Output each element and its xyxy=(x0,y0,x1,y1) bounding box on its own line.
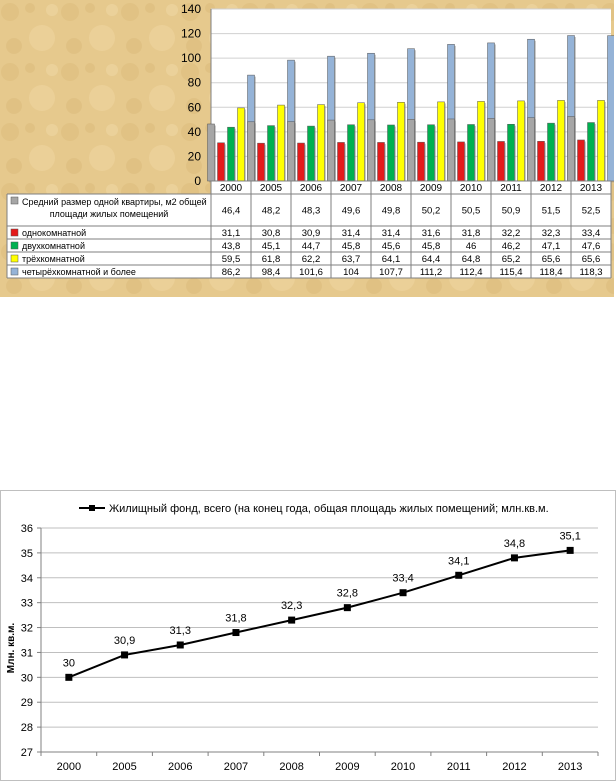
data-point xyxy=(455,572,462,579)
y-tick-label: 33 xyxy=(20,597,33,610)
data-label: 31,3 xyxy=(169,624,191,637)
x-tick-label: 2008 xyxy=(279,761,304,773)
data-label: 104 xyxy=(343,267,359,278)
data-label: 48,2 xyxy=(261,205,281,217)
bar xyxy=(568,117,575,182)
data-label: 107,7 xyxy=(379,267,403,278)
data-label: 31,4 xyxy=(341,228,361,239)
y-tick-label: 100 xyxy=(180,51,201,66)
data-label: 31,8 xyxy=(461,228,481,239)
bar xyxy=(558,100,565,181)
data-label: 49,8 xyxy=(381,205,401,217)
series-label: Средний размер одной квартиры, м2 общей площади жилых помещений xyxy=(22,197,207,219)
x-tick-label: 2010 xyxy=(459,183,483,194)
data-label: 64,1 xyxy=(381,254,401,265)
y-tick-label: 60 xyxy=(187,100,201,115)
bar xyxy=(598,100,605,181)
bar xyxy=(448,119,455,181)
data-label: 45,8 xyxy=(421,241,441,252)
y-tick-label: 0 xyxy=(194,174,201,188)
x-tick-label: 2000 xyxy=(219,183,243,194)
data-label: 111,2 xyxy=(419,267,443,278)
bar xyxy=(288,122,295,181)
data-label: 52,5 xyxy=(581,205,601,217)
x-tick-label: 2009 xyxy=(335,761,360,773)
bar xyxy=(468,124,475,181)
bar xyxy=(378,142,385,181)
data-label: 48,3 xyxy=(301,205,321,217)
bar xyxy=(368,120,375,181)
series-label: двухкомнатной xyxy=(22,241,85,251)
y-tick-label: 120 xyxy=(180,26,201,41)
bar xyxy=(208,124,215,181)
data-label: 33,4 xyxy=(392,572,414,585)
legend-label: Жилищный фонд, всего (на конец года, общая площадь жилых помещений; млн.кв.м. xyxy=(109,503,549,515)
legend-key xyxy=(11,255,18,262)
bar xyxy=(298,143,305,181)
data-label: 32,2 xyxy=(501,228,521,239)
x-tick-label: 2013 xyxy=(579,183,603,194)
data-point xyxy=(400,589,407,596)
bar xyxy=(388,125,395,181)
data-label: 31,6 xyxy=(421,228,441,239)
bar xyxy=(458,142,465,181)
data-label: 63,7 xyxy=(341,254,361,265)
data-label: 47,6 xyxy=(581,241,601,252)
bar xyxy=(578,140,585,181)
data-label: 31,4 xyxy=(381,228,401,239)
x-tick-label: 2013 xyxy=(557,761,583,773)
x-tick-label: 2000 xyxy=(56,761,82,773)
data-label: 64,4 xyxy=(421,254,441,265)
data-label: 46,4 xyxy=(221,205,241,217)
data-label: 43,8 xyxy=(221,241,241,252)
data-point xyxy=(511,554,518,561)
bar xyxy=(308,126,315,181)
y-tick-label: 40 xyxy=(187,124,201,139)
data-label: 50,5 xyxy=(461,205,481,217)
data-label: 32,3 xyxy=(541,228,561,239)
bar xyxy=(228,127,235,181)
x-tick-label: 2007 xyxy=(223,761,249,773)
data-label: 86,2 xyxy=(221,267,241,278)
bar xyxy=(548,123,555,181)
x-tick-label: 2006 xyxy=(299,183,323,194)
data-point xyxy=(65,674,72,681)
y-axis-label: Млн. кв.м. xyxy=(6,622,17,674)
bar xyxy=(218,143,225,181)
bar xyxy=(608,36,615,181)
data-point xyxy=(121,651,128,658)
data-label: 31,1 xyxy=(221,228,241,239)
data-label: 32,3 xyxy=(280,600,303,613)
data-label: 44,7 xyxy=(301,241,321,252)
housing-stock-line-chart xyxy=(0,490,616,781)
bar xyxy=(278,105,285,181)
data-label: 115,4 xyxy=(499,267,523,278)
y-tick-label: 27 xyxy=(20,747,33,759)
y-tick-label: 34 xyxy=(20,572,33,585)
data-point xyxy=(567,547,574,554)
x-tick-label: 2008 xyxy=(379,183,403,194)
bar xyxy=(238,108,245,181)
data-label: 46,2 xyxy=(501,241,521,252)
data-label: 112,4 xyxy=(459,267,483,278)
chart-legend xyxy=(79,503,549,515)
y-tick-label: 35 xyxy=(20,547,33,560)
y-tick-label: 32 xyxy=(20,622,33,635)
bar xyxy=(438,102,445,181)
x-tick-label: 2011 xyxy=(446,761,471,773)
x-tick-label: 2011 xyxy=(500,183,522,194)
chart-frame xyxy=(1,491,616,781)
bar xyxy=(358,103,365,181)
data-label: 65,6 xyxy=(541,254,561,265)
data-label: 45,1 xyxy=(261,241,281,252)
data-label: 30 xyxy=(62,657,75,670)
bar xyxy=(518,101,525,181)
legend-key xyxy=(11,268,18,275)
data-label: 47,1 xyxy=(541,241,561,252)
bar xyxy=(348,125,355,181)
data-label: 33,4 xyxy=(581,228,601,239)
bar xyxy=(488,118,495,181)
data-label: 30,9 xyxy=(301,228,321,239)
data-label: 31,8 xyxy=(225,612,247,625)
bar xyxy=(398,102,405,181)
bar xyxy=(538,141,545,181)
bar xyxy=(258,143,265,181)
x-tick-label: 2012 xyxy=(539,183,563,194)
data-label: 50,9 xyxy=(501,205,521,217)
y-tick-label: 29 xyxy=(20,697,33,710)
data-point xyxy=(232,629,239,636)
data-label: 45,8 xyxy=(341,241,361,252)
data-label: 65,2 xyxy=(501,254,521,265)
bar xyxy=(498,141,505,181)
data-label: 30,9 xyxy=(113,634,136,647)
data-label: 61,8 xyxy=(261,254,281,265)
y-tick-label: 28 xyxy=(20,722,33,735)
bar xyxy=(418,142,425,181)
data-label: 34,1 xyxy=(448,555,470,568)
data-label: 101,6 xyxy=(299,267,323,278)
bar xyxy=(428,125,435,181)
data-point xyxy=(177,641,184,648)
y-tick-label: 80 xyxy=(187,75,201,90)
data-label: 35,1 xyxy=(559,530,581,543)
x-tick-label: 2005 xyxy=(259,183,283,194)
legend-key xyxy=(11,229,18,236)
data-label: 32,8 xyxy=(336,587,359,600)
data-label: 50,2 xyxy=(421,205,441,217)
x-tick-label: 2006 xyxy=(168,761,193,773)
bar xyxy=(588,123,595,181)
bar xyxy=(318,105,325,181)
bar xyxy=(338,142,345,181)
data-label: 45,6 xyxy=(381,241,401,252)
data-point xyxy=(288,617,295,624)
data-label: 65,6 xyxy=(581,254,601,265)
legend-key xyxy=(11,197,18,204)
data-label: 49,6 xyxy=(341,205,361,217)
housing-area-bar-chart xyxy=(0,0,614,297)
y-tick-label: 140 xyxy=(180,2,201,16)
x-tick-label: 2005 xyxy=(112,761,137,773)
data-label: 118,4 xyxy=(539,267,563,278)
series-label: четырёхкомнатной и более xyxy=(22,267,136,277)
x-tick-label: 2010 xyxy=(390,761,416,773)
data-label: 118,3 xyxy=(579,267,603,278)
data-label: 98,4 xyxy=(261,267,281,278)
series-label: трёхкомнатной xyxy=(22,254,85,264)
y-tick-label: 20 xyxy=(187,149,201,164)
y-tick-label: 36 xyxy=(20,523,33,535)
bar xyxy=(328,120,335,181)
legend-key xyxy=(11,242,18,249)
x-tick-label: 2012 xyxy=(502,761,527,773)
series-label: однокомнатной xyxy=(22,228,87,238)
data-label: 51,5 xyxy=(541,205,561,217)
x-tick-label: 2009 xyxy=(419,183,443,194)
data-label: 46 xyxy=(465,241,477,252)
bar xyxy=(478,101,485,181)
legend-marker xyxy=(89,505,95,511)
x-tick-label: 2007 xyxy=(339,183,363,194)
data-label: 30,8 xyxy=(261,228,281,239)
y-tick-label: 30 xyxy=(20,672,33,685)
bar xyxy=(408,119,415,181)
bar xyxy=(508,124,515,181)
bar xyxy=(528,118,535,181)
data-label: 64,8 xyxy=(461,254,481,265)
bar xyxy=(248,122,255,181)
data-label: 62,2 xyxy=(301,254,321,265)
bar xyxy=(268,126,275,181)
data-label: 59,5 xyxy=(221,254,241,265)
y-tick-label: 31 xyxy=(20,647,33,660)
data-point xyxy=(344,604,351,611)
data-label: 34,8 xyxy=(503,537,526,550)
